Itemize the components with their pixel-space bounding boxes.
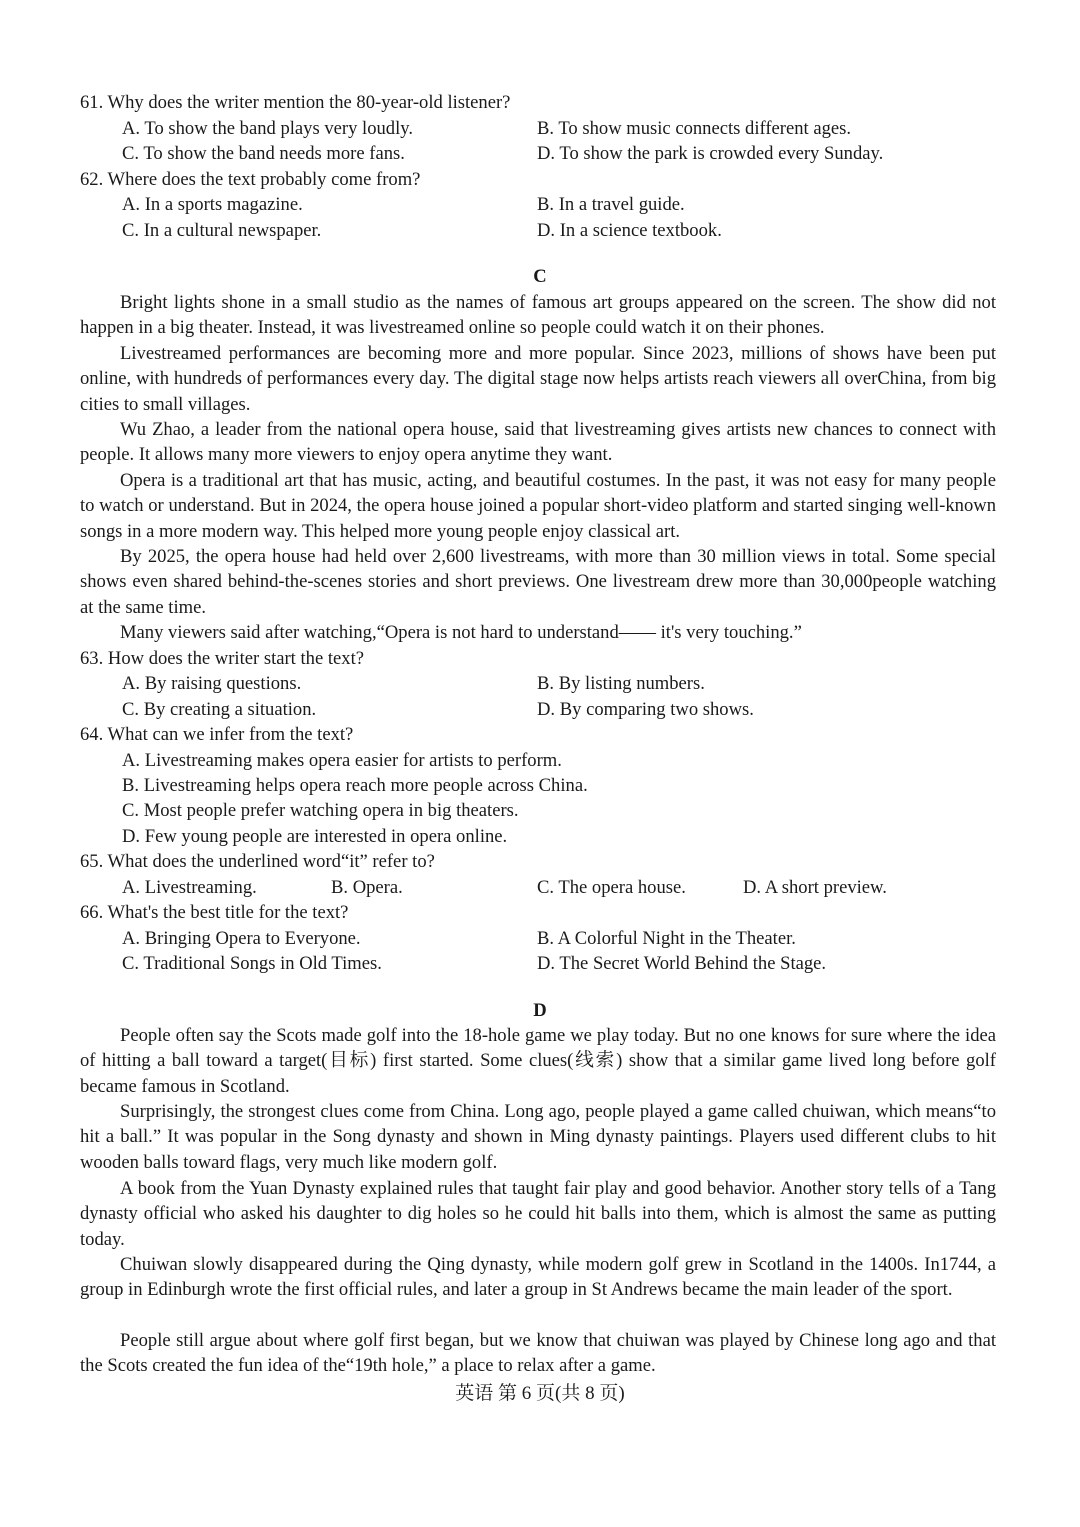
section-c-paragraph-5: By 2025, the opera house had held over 2,600 livestreams, with more than 30 million views in total. Some special shows even shared behind-the-scenes stories and short previews. One livestream drew more than 30,000people watching at the same time. xyxy=(80,546,996,618)
question-63-option-a: A. By raising questions. xyxy=(122,673,302,694)
question-63-option-b: B. By listing numbers. xyxy=(537,673,705,694)
question-62-option-b: B. In a travel guide. xyxy=(537,194,685,215)
question-64-option-a: A. Livestreaming makes opera easier for artists to perform. xyxy=(122,750,562,771)
question-61-stem: 61. Why does the writer mention the 80-year-old listener? xyxy=(80,92,511,113)
section-d-paragraph-4: Chuiwan slowly disappeared during the Qing dynasty, while modern golf grew in Scotland in the 1400s. In1744, a group in Edinburgh wrote the first official rules, and later a group in St Andrews became the main leader of the sport. xyxy=(80,1254,996,1301)
question-65-option-d: D. A short preview. xyxy=(743,877,887,898)
question-66-option-b: B. A Colorful Night in the Theater. xyxy=(537,928,796,949)
question-62-stem: 62. Where does the text probably come from? xyxy=(80,169,421,190)
question-64-option-d: D. Few young people are interested in opera online. xyxy=(122,826,508,847)
question-64-option-b: B. Livestreaming helps opera reach more people across China. xyxy=(122,775,588,796)
question-63-option-d: D. By comparing two shows. xyxy=(537,699,754,720)
question-61-option-c: C. To show the band needs more fans. xyxy=(122,143,405,164)
section-c-paragraph-1: Bright lights shone in a small studio as the names of famous art groups appeared on the screen. The show did not happen in a big theater. Instead, it was livestreamed online so people could watch it on their phones. xyxy=(80,292,996,339)
section-d-heading: D xyxy=(533,1000,547,1021)
question-66-option-c: C. Traditional Songs in Old Times. xyxy=(122,953,382,974)
section-d-paragraph-5: People still argue about where golf first began, but we know that chuiwan was played by Chinese long ago and that the Scots created the fun idea of the“19th hole,” a place to relax after a game. xyxy=(80,1330,996,1377)
section-c-paragraph-3: Wu Zhao, a leader from the national opera house, said that livestreaming gives artists new chances to connect with people. It allows many more viewers to enjoy opera anytime they want. xyxy=(80,419,996,466)
question-62-option-a: A. In a sports magazine. xyxy=(122,194,303,215)
question-61-option-a: A. To show the band plays very loudly. xyxy=(122,118,413,139)
question-65-stem: 65. What does the underlined word“it” refer to? xyxy=(80,851,435,872)
question-65-option-a: A. Livestreaming. xyxy=(122,877,257,898)
question-63-option-c: C. By creating a situation. xyxy=(122,699,317,720)
question-64-stem: 64. What can we infer from the text? xyxy=(80,724,354,745)
question-66-stem: 66. What's the best title for the text? xyxy=(80,902,349,923)
question-61-option-d: D. To show the park is crowded every Sunday. xyxy=(537,143,884,164)
section-d-paragraph-2: Surprisingly, the strongest clues come from China. Long ago, people played a game called chuiwan, which means“to hit a ball.” It was popular in the Song dynasty and shown in Ming dynasty paintings. Players used different clubs to hit wooden balls toward flags, very much like modern golf. xyxy=(80,1101,996,1173)
question-65-option-c: C. The opera house. xyxy=(537,877,686,898)
section-c-paragraph-6: Many viewers said after watching,“Opera is not hard to understand—— it's very touching.” xyxy=(120,622,802,643)
section-d-paragraph-1: People often say the Scots made golf into the 18-hole game we play today. But no one knows for sure where the idea of hitting a ball toward a target(目标) first started. Some clues(线索) show that a similar game lived long before golf became famous in Scotland. xyxy=(80,1025,996,1097)
question-66-option-a: A. Bringing Opera to Everyone. xyxy=(122,928,361,949)
question-64-option-c: C. Most people prefer watching opera in big theaters. xyxy=(122,800,519,821)
question-65-option-b: B. Opera. xyxy=(331,877,403,898)
page-footer: 英语 第 6 页(共 8 页) xyxy=(455,1383,625,1404)
question-66-option-d: D. The Secret World Behind the Stage. xyxy=(537,953,827,974)
section-c-paragraph-4: Opera is a traditional art that has music, acting, and beautiful costumes. In the past, it was not easy for many people to watch or understand. But in 2024, the opera house joined a popular short-video platform and started singing well-known songs in a more modern way. This helped more young people enjoy classical art. xyxy=(80,470,996,542)
question-62-option-c: C. In a cultural newspaper. xyxy=(122,220,322,241)
question-62-option-d: D. In a science textbook. xyxy=(537,220,722,241)
question-61-option-b: B. To show music connects different ages. xyxy=(537,118,852,139)
section-c-heading: C xyxy=(533,266,547,287)
section-c-paragraph-2: Livestreamed performances are becoming more and more popular. Since 2023, millions of shows have been put online, with hundreds of performances every day. The digital stage now helps artists reach viewers all overChina, from big cities to small villages. xyxy=(80,343,996,415)
question-63-stem: 63. How does the writer start the text? xyxy=(80,648,364,669)
section-d-paragraph-3: A book from the Yuan Dynasty explained rules that taught fair play and good behavior. Another story tells of a Tang dynasty official who asked his daughter to dig holes so he could hit balls into them, which is almost the same as putting today. xyxy=(80,1178,996,1250)
